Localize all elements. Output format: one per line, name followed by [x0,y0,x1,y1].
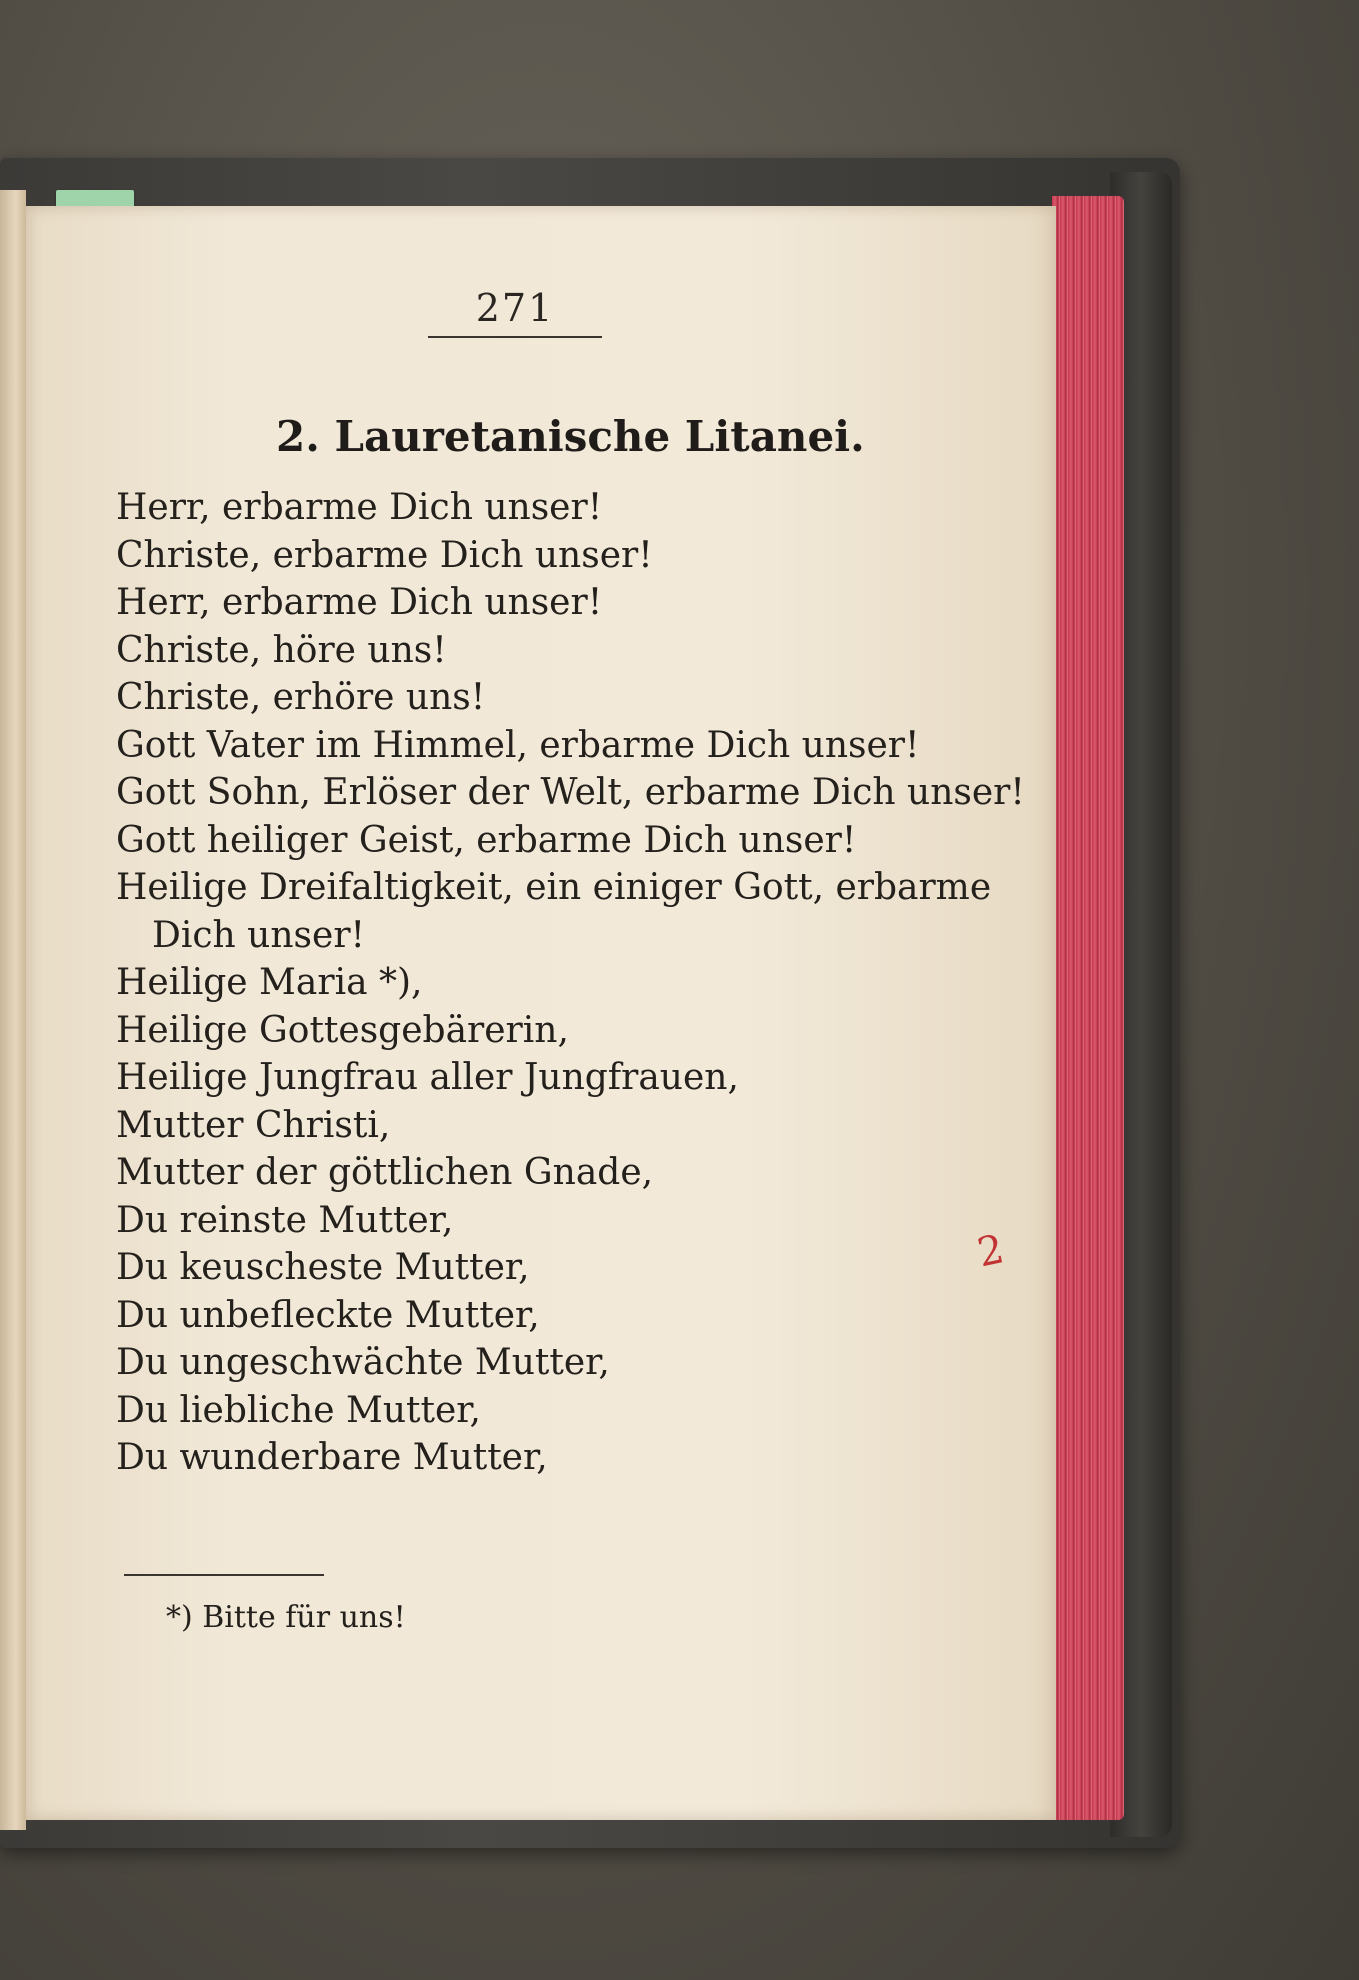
section-heading: 2. Lauretanische Litanei. [276,412,865,461]
text-line: Herr, erbarme Dich unser! [116,582,603,623]
text-line: Heilige Dreifaltigkeit, ein einiger Gott, erbarme [116,867,992,908]
text-line: Gott Vater im Himmel, erbarme Dich unser! [116,724,920,766]
text-line: Gott heiliger Geist, erbarme Dich unser! [116,819,857,861]
text-line: Heilige Jungfrau aller Jungfrauen, [116,1057,739,1098]
text-line: Heilige Gottesgebärerin, [116,1009,569,1051]
handwritten-annotation: 2 [973,1226,1008,1277]
text-line: Du reinste Mutter, [116,1199,454,1241]
text-line: Gott Sohn, Erlöser der Welt, erbarme Dich unser! [116,772,1025,813]
text-line: Dich unser! [152,914,365,956]
text-line: Heilige Maria *), [116,962,423,1003]
text-line: Du keuscheste Mutter, [116,1247,530,1288]
red-page-edges [1052,196,1124,1820]
text-line: Du unbefleckte Mutter, [116,1294,540,1336]
text-line: Du ungeschwächte Mutter, [116,1342,610,1383]
page-number-rule [428,336,602,338]
text-line: Mutter der göttlichen Gnade, [116,1152,654,1193]
footnote: *) Bitte für uns! [166,1600,406,1635]
page-number: 271 [475,286,555,330]
litany-text [116,484,1025,1482]
text-line: Christe, erbarme Dich unser! [116,534,653,576]
text-line: Herr, erbarme Dich unser! [116,487,603,528]
footnote-rule [124,1574,324,1576]
text-line: Du liebliche Mutter, [116,1389,481,1431]
text-line: Mutter Christi, [116,1104,391,1146]
text-line: Christe, höre uns! [116,629,447,671]
left-page-edge [0,190,26,1830]
text-line: Christe, erhöre uns! [116,677,486,718]
text-line: Du wunderbare Mutter, [116,1437,548,1478]
